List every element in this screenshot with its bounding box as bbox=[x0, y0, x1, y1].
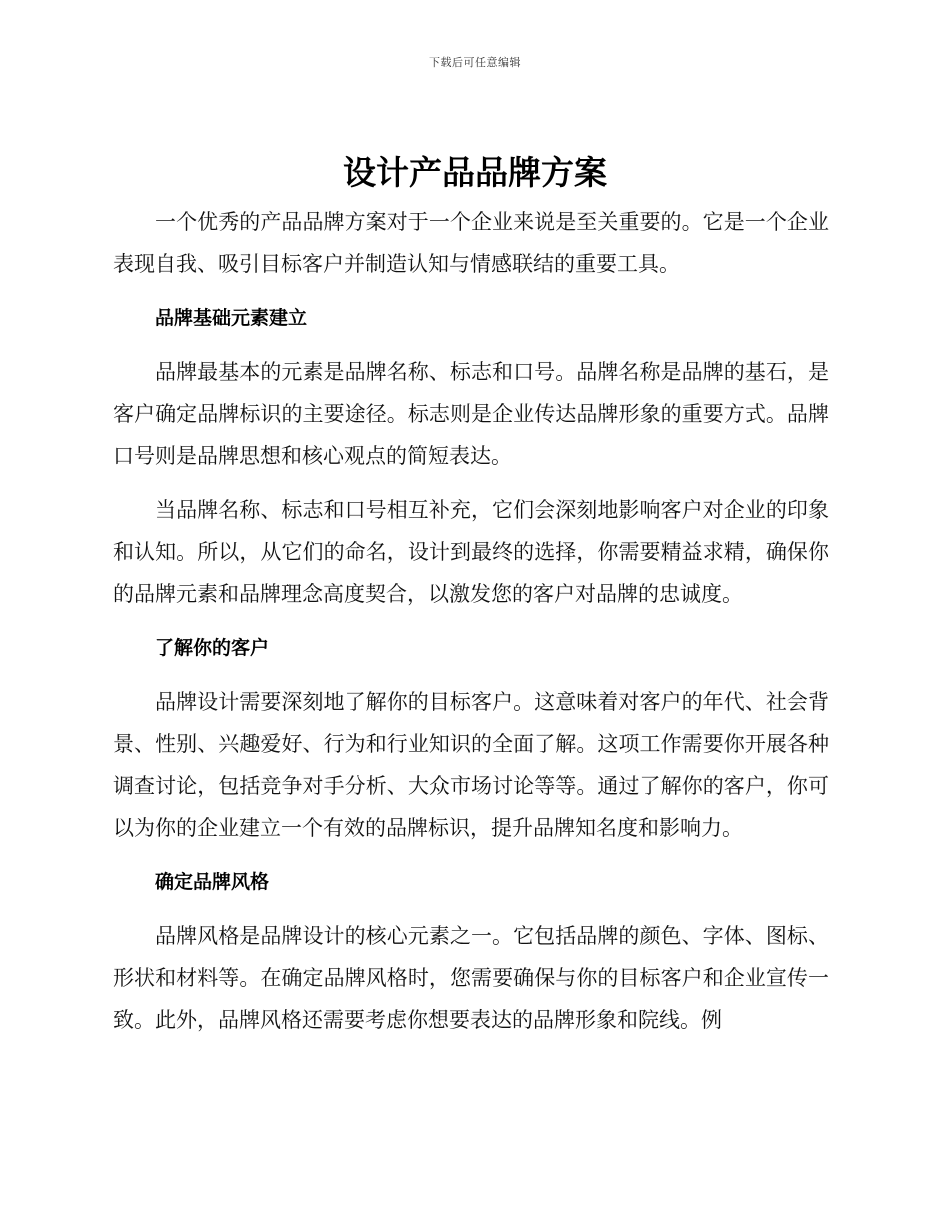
page-title: 设计产品品牌方案 bbox=[343, 153, 607, 192]
section-heading-brand-style: 确定品牌风格 bbox=[155, 871, 270, 893]
section-heading-brand-elements: 品牌基础元素建立 bbox=[155, 307, 308, 329]
intro-paragraph: 一个优秀的产品品牌方案对于一个企业来说是至关重要的。它是一个企业表现自我、吸引目标客户并制造认知与情感联结的重要工具。 bbox=[113, 210, 829, 276]
brand-elements-paragraph-1: 品牌最基本的元素是品牌名称、标志和口号。品牌名称是品牌的基石，是客户确定品牌标识的主要途径。标志则是企业传达品牌形象的重要方式。品牌口号则是品牌思想和核心观点的简短表达。 bbox=[113, 360, 829, 468]
section-heading-know-customers: 了解你的客户 bbox=[155, 637, 270, 659]
know-customers-paragraph: 品牌设计需要深刻地了解你的目标客户。这意味着对客户的年代、社会背景、性别、兴趣爱好、行为和行业知识的全面了解。这项工作需要你开展各种调查讨论，包括竞争对手分析、大众市场讨论等等。通过了解你的客户，你可以为你的企业建立一个有效的品牌标识，提升品牌知名度和影响力。 bbox=[113, 690, 829, 840]
header-note: 下载后可任意编辑 bbox=[429, 56, 521, 69]
brand-style-paragraph: 品牌风格是品牌设计的核心元素之一。它包括品牌的颜色、字体、图标、形状和材料等。在确定品牌风格时，您需要确保与你的目标客户和企业宣传一致。此外，品牌风格还需要考虑你想要表达的品牌形象和院线。例 bbox=[113, 924, 829, 1032]
document-body bbox=[113, 201, 829, 1041]
brand-elements-paragraph-2: 当品牌名称、标志和口号相互补充，它们会深刻地影响客户对企业的印象和认知。所以，从它们的命名，设计到最终的选择，你需要精益求精，确保你的品牌元素和品牌理念高度契合，以激发您的客户对品牌的忠诚度。 bbox=[113, 498, 829, 606]
